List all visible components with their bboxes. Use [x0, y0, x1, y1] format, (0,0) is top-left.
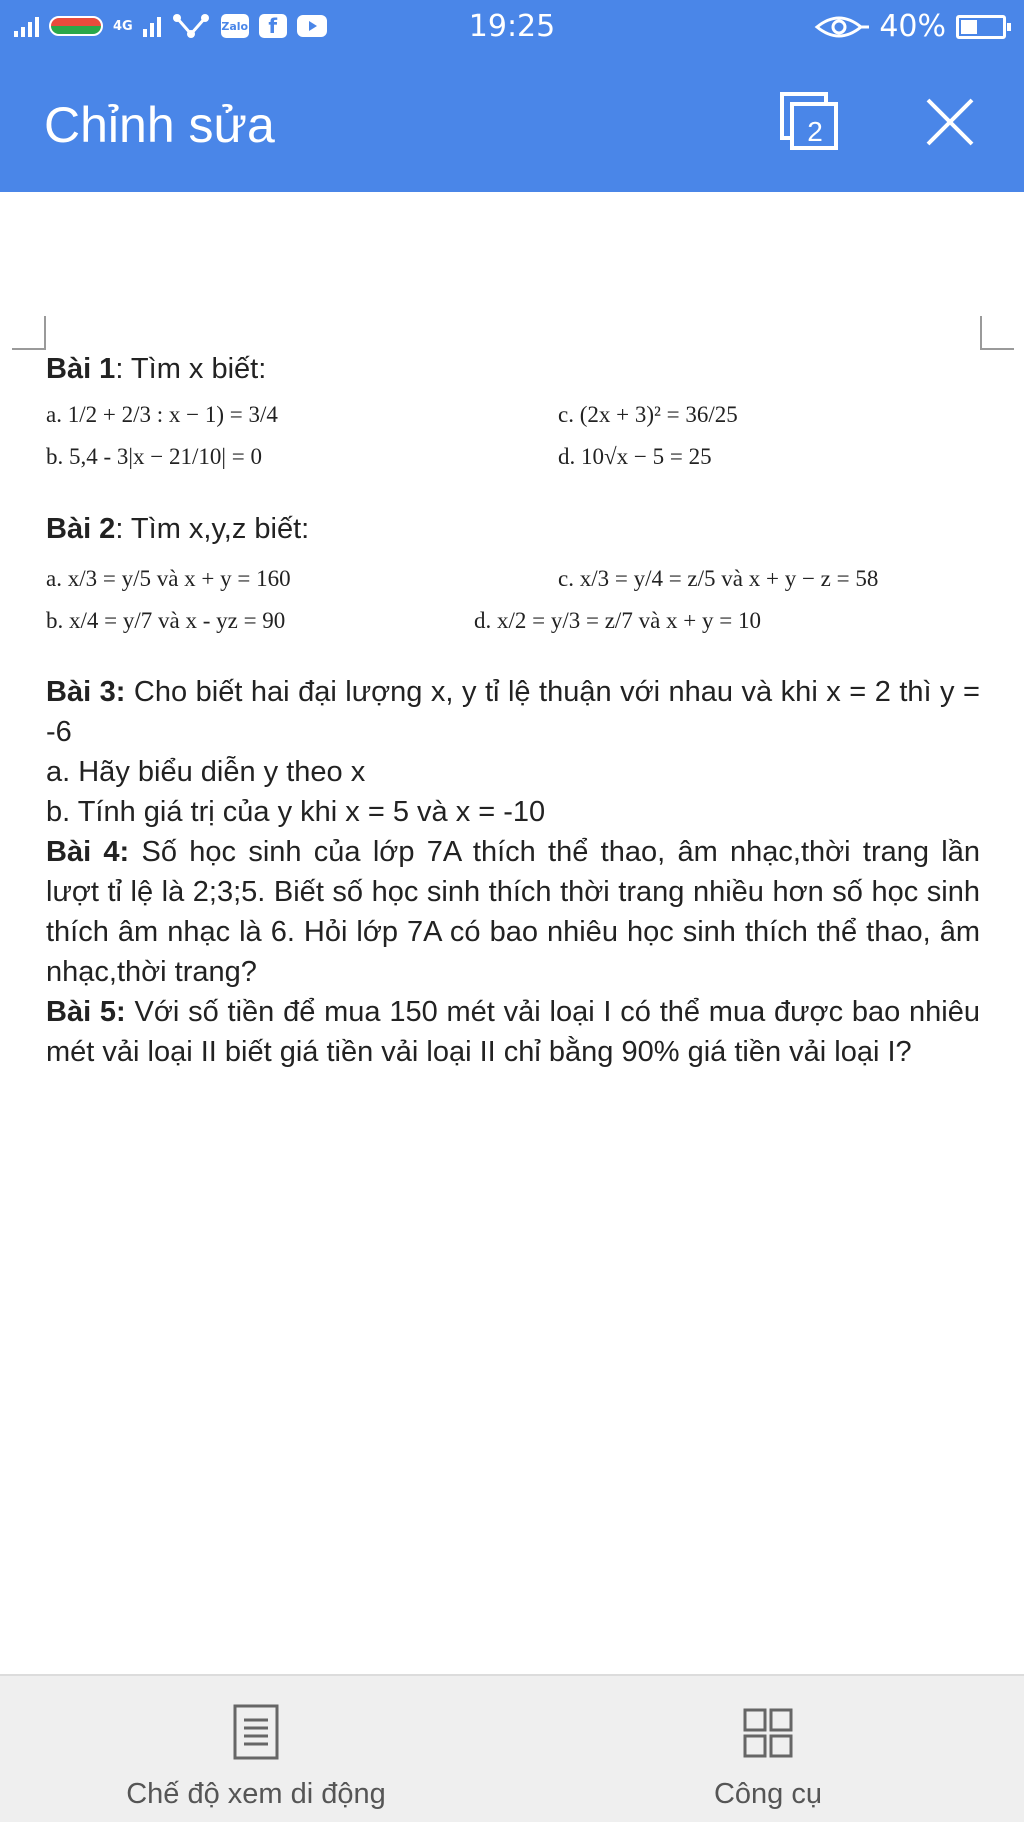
bai1-b: b. 5,4 - 3|x − 21/10| = 0 — [46, 444, 262, 469]
bai4-text: Bài 4: Số học sinh của lớp 7A thích thể thao, âm nhạc,thời trang lần lượt tỉ lệ là 2;3;5. Biết số học sinh thích thời trang nhiều hơn số học sinh thích âm nhạc là 6. Hỏi lớp 7A có bao nhiêu học sinh thích thể thao, âm nhạc,thời trang? — [46, 836, 980, 988]
bai3-b: b. Tính giá trị của y khi x = 5 và x = -10 — [46, 796, 546, 828]
bai2-row2 — [46, 608, 980, 650]
mobile-view-label: Chế độ xem di động — [126, 1778, 386, 1810]
crop-mark-left — [12, 316, 46, 350]
tools-label: Công cụ — [713, 1778, 822, 1810]
bai5-text: Bài 5: Với số tiền để mua 150 mét vải loại I có thể mua được bao nhiêu mét vải loại II biết giá tiền vải loại II chỉ bằng 90% giá tiền vải loại I? — [46, 996, 980, 1068]
bai1-row1 — [46, 402, 980, 444]
battery-percent: 40% — [879, 9, 946, 44]
page-title: Chỉnh sửa — [44, 97, 275, 153]
bai2-heading: Bài 2: Tìm x,y,z biết: — [46, 513, 310, 545]
crop-mark-right — [980, 316, 1014, 350]
bai3-text: Bài 3: Cho biết hai đại lượng x, y tỉ lệ thuận với nhau và khi x = 2 thì y = -6 — [46, 676, 980, 748]
eye-comfort-icon — [813, 12, 869, 42]
document-page — [46, 350, 980, 1072]
mobile-view-button[interactable] — [76, 1676, 436, 1822]
close-icon[interactable] — [922, 94, 978, 150]
network-type: 4G — [113, 18, 133, 34]
bai3-a: a. Hãy biểu diễn y theo x — [46, 756, 366, 788]
bai1-d: d. 10√x − 5 = 25 — [558, 444, 712, 469]
zalo-icon: Zalo — [221, 14, 249, 38]
bottom-toolbar — [0, 1674, 1024, 1822]
app-bar — [0, 52, 1024, 192]
battery-icon — [956, 15, 1006, 39]
bai2-row1 — [46, 566, 980, 608]
page-count[interactable]: 2 — [807, 116, 823, 147]
bai2-c: c. x/3 = y/4 = z/5 và x + y − z = 58 — [558, 566, 879, 591]
facebook-icon: f — [259, 14, 287, 38]
battery-level — [961, 20, 977, 34]
mobile-view-icon — [231, 1704, 281, 1760]
bai1-heading: Bài 1: Tìm x biết: — [46, 353, 267, 385]
bai2-b: b. x/4 = y/7 và x - yz = 90 — [46, 608, 286, 633]
bai1-row2 — [46, 444, 980, 486]
bai2-a: a. x/3 = y/5 và x + y = 160 — [46, 566, 291, 591]
bai1-c: c. (2x + 3)² = 36/25 — [558, 402, 738, 427]
clock: 19:25 — [468, 9, 556, 44]
exercises-text — [46, 672, 980, 1072]
status-right — [813, 9, 1006, 44]
bai2-d: d. x/2 = y/3 = z/7 và x + y = 10 — [474, 608, 761, 633]
status-bar — [0, 0, 1024, 52]
tools-button[interactable] — [588, 1676, 948, 1822]
bai1-a: a. 1/2 + 2/3 : x − 1) = 3/4 — [46, 402, 278, 427]
tools-grid-icon — [743, 1704, 793, 1760]
